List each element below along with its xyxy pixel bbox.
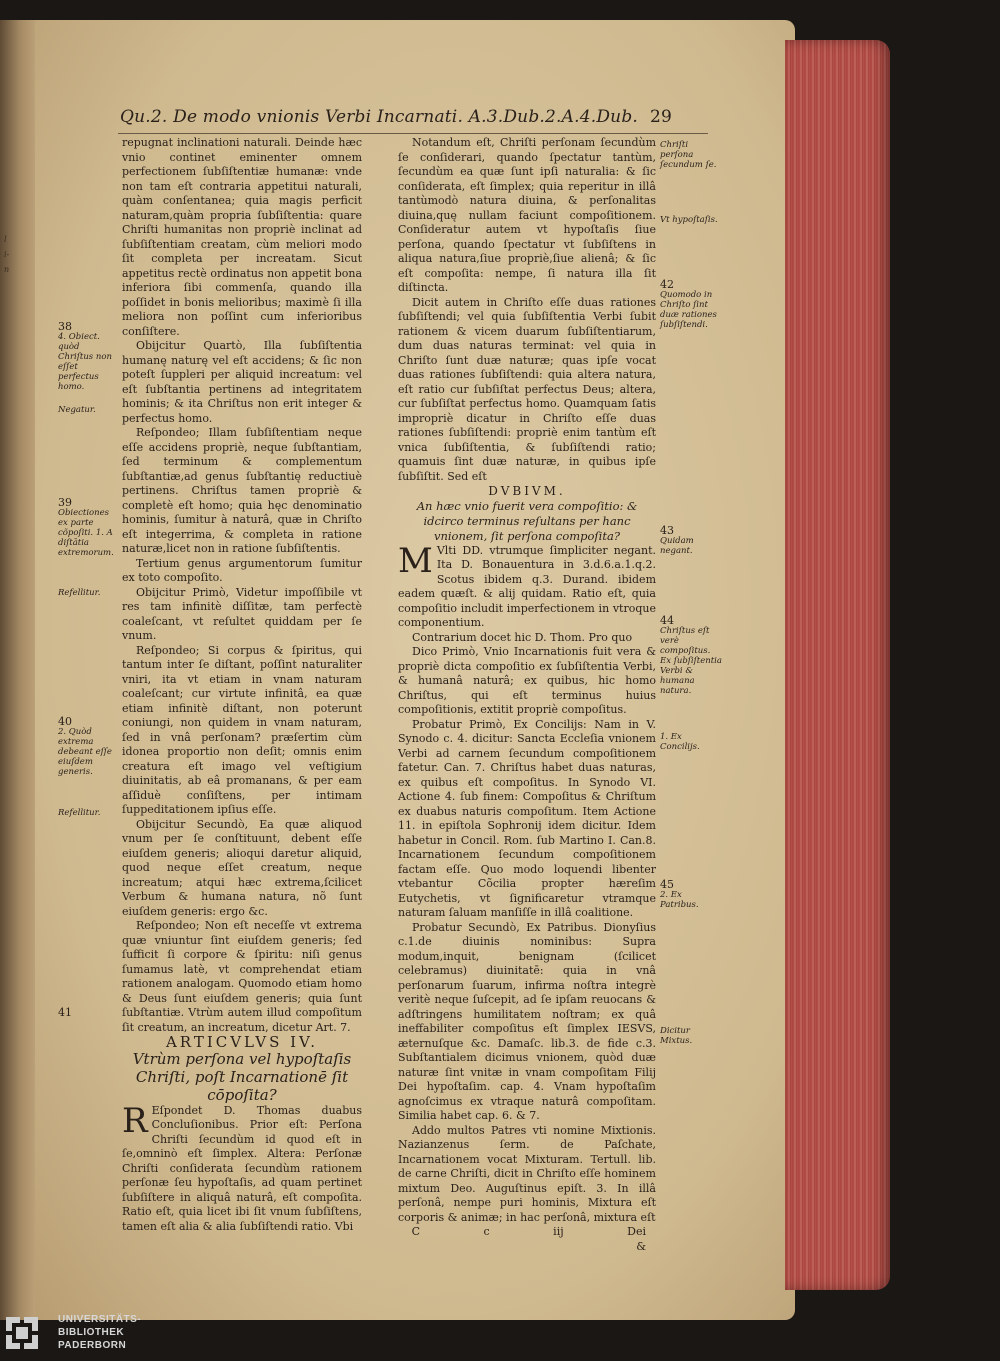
logo-line: UNIVERSITÄTS- [58, 1314, 142, 1325]
paragraph: repugnat inclinationi naturali. Deinde hæc vnio continet eminenter omnem perfectionem ſubſiſtentiæ humanæ: vnde non tam eſt contraria appetitui naturali, quàm conſentanea; quia magis perficit naturam,quàm propria ſubſiſtentia: quare Chriſti humanitas non propriè inclinat ad ſubſiſtentiam creatam, cùm meliori modo ſit completa per increatam. Sicut appetitus rectè ordinatus non appetit bona inferiora ſibi commenſa, quando illa poſſidet in bonis melioribus; maximè ſi illa meliora non poſſint cum inferioribus conſiſtere. [122, 136, 362, 338]
margin-note [58, 405, 116, 415]
margin-note [660, 732, 722, 752]
margin-note [660, 140, 722, 170]
paragraph: Obijcitur Secundò, Ea quæ aliquod vnum per ſe conſtituunt, debent eſſe eiuſdem generis; alioqui daretur aliquid, quod neque eſſet creatum, neque increatum; atqui hæc extrema,ſcilicet Verbum & humana natura, nõ ſunt eiuſdem generis: ergo &c. [122, 817, 362, 918]
red-page-edges [785, 40, 890, 1290]
note-number: 45 [660, 878, 674, 891]
note-text: Refellitur. [58, 808, 101, 818]
margin-note [58, 498, 116, 558]
note-number: 41 [58, 1006, 72, 1019]
previous-page-edge: l i- n [0, 20, 40, 1320]
page-footer [398, 1225, 656, 1254]
dubium-question: An hæc vnio fuerit vera compoſitio: & idcirco terminus reſultans per hanc vnionem, ſit perſona compoſita? [416, 498, 638, 543]
running-head [120, 107, 700, 127]
margin-note [58, 1008, 116, 1018]
note-text: 2. Quòd extrema debeant eſſe eiuſdem generis. [58, 727, 112, 777]
note-text: Obiectiones ex parte cõpoſiti. 1. A diſtātia extremorum. [58, 508, 114, 558]
left-column [122, 136, 362, 1234]
drop-cap: M [398, 540, 433, 581]
running-head-title: Qu.2. De modo vnionis Verbi Incarnati. A.3.Dub.2.A.4.Dub. [120, 107, 639, 127]
logo-line: BIBLIOTHEK [58, 1327, 125, 1338]
note-text: 4. Obiect. quòd Chriſtus non eſſet perfectus homo. [58, 332, 112, 392]
margin-note [58, 322, 116, 392]
paragraph: Dicit autem in Chriſto eſſe duas rationes ſubſiſtendi; vel quia ſubſiſtentia Verbi ſubit rationem & vicem duarum ſubſiſtentiarum, dum duas naturas terminat: vel quia in Chriſto ſunt duæ naturæ; quas ipſe vocat duas rationes ſubſiſtendi: quia altera natura, eſt ratio cur ſubſiſtat perfectus Deus; altera, cur ſubſiſtat perfectus homo. Quamquam ſatis impropriè dicatur in Chriſto eſſe duas rationes ſubſiſtendi: propriè enim tantùm eſt vnica ſubſiſtentia, & ſubſiſtendi ratio; quamuis ſint duæ naturæ, in quibus ipſe ſubſiſtit. Sed eſt [398, 295, 656, 483]
margin-note [660, 526, 722, 556]
note-text: 2. Ex Patribus. [660, 890, 699, 910]
drop-cap: R [122, 1100, 148, 1141]
paragraph: Dico Primò, Vnio Incarnationis fuit vera & propriè dicta compoſitio ex ſubſiſtentia Verbi, & humanâ naturâ; ex quibus, hic homo Chriſtus, qui eſt terminus huius compoſitionis, extitit propriè compoſitus. [398, 645, 656, 716]
paragraph: Reſpondeo; Illam ſubſiſtentiam neque eſſe accidens propriè, neque ſubſtantiam, ſed terminum & complementum ſubſtantiæ,ad genus ſubſtantię reductiuè pertinens. Chriſtus tamen propriè & completè eſt homo; quia hęc denominatio hominis, ſumitur à naturâ, quæ in Chriſto eſt integerrima, & completa in ratione naturæ,licet non in ratione ſubſiſtentis. [122, 426, 362, 555]
signature-mark: C c iij [411, 1225, 564, 1238]
margin-note [660, 280, 722, 330]
logo-line: PADERBORN [58, 1340, 127, 1351]
note-number: 39 [58, 496, 72, 509]
note-number: 43 [660, 524, 674, 537]
paragraph: Addo multos Patres vti nomine Mixtionis. Nazianzenus ſerm. de Paſchate, Incarnationem vocat Mixturam. Tertull. lib. de carne Chriſti, dicit in Chriſto eſſe hominem mixtum Deo. Auguſtinus epiſt. 3. In illâ perſonâ, nempe puri hominis, Mixtura eſt corporis & animæ; in hac perſonâ, mixtura eſt [398, 1123, 656, 1224]
article-paragraph [122, 1100, 362, 1235]
note-number: 40 [58, 715, 72, 728]
margin-note [58, 808, 116, 818]
header-rule [118, 133, 708, 134]
paragraph: Reſpondeo; Si corpus & ſpiritus, qui tantum inter ſe diſtant, poſſint naturaliter vniri, ita vt etiam in vnam naturam coaleſcant; cur virtute infinitâ, ea quæ etiam infinitè diſtant, non poterunt coniungi, non quidem in vnam naturam, ſed in vnâ perſonam? præſertim cùm idonea proportio non deſit; omnis enim creatura eſt imago vel veſtigium diuinitatis, ab eâ promanans, & per eam aſſiduè conſiſtens, per intimam ſuppeditationem ipſius eſſe. [122, 643, 362, 816]
note-text: Vt hypoſtaſis. [660, 215, 718, 225]
note-text: Chriſtus eſt verè compoſitus. Ex ſubſiſtentia Verbi & humana natura. [660, 626, 722, 696]
right-column [398, 136, 656, 1254]
paragraph: Tertium genus argumentorum ſumitur ex toto compoſito. [122, 556, 362, 584]
note-number: 42 [660, 278, 674, 291]
paragraph: Probatur Secundò, Ex Patribus. Dionyſius c.1.de diuinis nominibus: Supra modum,inquit, benignam (ſcilicet celebramus) diuinitatē: quia in vnâ perſonarum ſuarum, infirma noſtra integrè veritè neque ſuſcepit, ad ſe ipſam reuocans & adſtringens humilitatem noſtram; ex quâ ineffabiliter compoſitus eſt ſimplex IESVS, æternuſque &c. Damaſc. lib.3. de fide c.3. Subſtantialem dicimus vnionem, quòd duæ naturæ ſint vnitæ in vnam compoſitam Filij Dei hypoſtaſim. cap. 4. Vnam hypoſtaſim agnoſcimus ex vtraque naturâ compoſitam. Similia habet cap. 6. & 7. [398, 920, 656, 1122]
margin-note [660, 215, 722, 225]
dubium-title: DVBIVM. [488, 484, 566, 498]
margin-note [660, 880, 722, 910]
note-text: Quidam negant. [660, 536, 694, 556]
paragraph: Obijcitur Primò, Videtur impoſſibile vt res tam infinitè diſſitæ, tam perfectè coaleſcant, vt reſultet quiddam per ſe vnum. [122, 585, 362, 642]
article-question: Vtrùm perſona vel hypoſtaſis Chriſti, poſt Incarnationē ſit cōpoſita? [132, 1049, 352, 1104]
paragraph: Obijcitur Quartò, Illa ſubſiſtentia humanę naturę vel eſt accidens; & ſic non poteſt ſuppleri per aliquid increatum: vel eſt ſubſtantia pertinens ad integritatem hominis; & ita Chriſtus non erit integer & perfectus homo. [122, 339, 362, 425]
margin-note [58, 717, 116, 777]
note-text: Quomodo in Chriſto ſint duæ rationes ſubſiſtendi. [660, 290, 717, 330]
article-title: ARTICVLVS IV. [165, 1033, 319, 1051]
note-text: Chriſti perſona ſecundum ſe. [660, 140, 717, 170]
dubium-paragraph [398, 540, 656, 631]
note-number: 44 [660, 614, 674, 627]
note-text: Refellitur. [58, 588, 101, 598]
note-text: Negatur. [58, 405, 96, 415]
paragraph: Notandum eſt, Chriſti perſonam ſecundùm ſe conſiderari, quando ſpectatur tantùm, ſecundùm ea quæ ſunt ipſi naturalia: & ſic conſiderata, eſt ſimplex; quia reperitur in illâ tantùmodò natura diuina, & perſonalitas diuina,quę nullam faciunt compoſitionem. Conſideratur autem vt hypoſtaſis ſiue perſona, quando ſpectatur vt ſubſiſtens in aliqua natura,ſiue propriè,ſiue alienâ; & ſic eſt compoſita: nempe, ſi natura illa ſit diſtincta. [398, 136, 656, 294]
paragraph: Probatur Primò, Ex Concilijs: Nam in V. Synodo c. 4. dicitur: Sancta Eccleſia vnionem Verbi ad carnem ſecundum compoſitionem fatetur. Can. 7. Chriſtus habet duas naturas, ex quibus eſt compoſitus. In Synodo VI. Actione 4. ſub finem: Compoſitus & Chriſtum ex duabus naturis compoſitum. Item Actione 11. in epiſtola Sophronij idem dicitur. Idem habetur in Concil. Rom. ſub Martino I. Can.8. Incarnationem ſecundum compoſitionem factam eſſe. Quo modo loquendi libenter vtebantur Cõcilia propter hæreſim Eutychetis, vt ſignificaretur vtramque naturam ſaluam manſiſſe in illâ coalitione. [398, 717, 656, 919]
library-logo-text [58, 1313, 141, 1352]
catchword: Dei & [627, 1225, 646, 1253]
note-text: 1. Ex Concilijs. [660, 732, 700, 752]
article-text: Eſpondet D. Thomas duabus Concluſionibus. Prior eſt: Perſona Chriſti ſecundùm id quod eſt in ſe,omninò eſt ſimplex. Altera: Perſonæ Chriſti conſiderata ſecundùm rationem perſonæ ſeu hypoſtaſis, ad quam pertinet ſubſiſtere in aliquâ naturâ, eſt compoſita. Ratio eſt, quia licet ibi ſit vnum ſubſiſtens, tamen eſt alia & alia ſubſiſtendi ratio. Vbi [122, 1103, 362, 1233]
margin-note [58, 588, 116, 598]
margin-note [660, 1026, 722, 1046]
margin-note [660, 616, 722, 696]
dubium-text: Vlti DD. vtrumque ſimpliciter negant. Ita D. Bonauentura in 3.d.6.a.1.q.2. Scotus ibidem q.3. Durand. ibidem eadem quæſt. & alij quidam. Ratio eſt, quia compoſitio includit imperfectionem in vtroque componentium. [398, 543, 656, 629]
note-text: Dicitur Mixtus. [660, 1026, 693, 1046]
note-number: 38 [58, 320, 72, 333]
paragraph: Reſpondeo; Non eſt neceſſe vt extrema quæ vniuntur ſint eiuſdem generis; ſed ſufficit ſi corpore & ſpiritu: niſi genus ſumamus latè, vt comprehendat etiam rationem analogam. Quomodo etiam homo & Deus ſunt eiuſdem generis; quia ſunt ſubſtantiæ. Vtrùm autem illud compoſitum ſit creatum, an increatum, dicetur Art. 7. [122, 919, 362, 1034]
page-number: 29 [650, 107, 673, 127]
paragraph: Contrarium docet hic D. Thom. Pro quo [412, 630, 633, 644]
